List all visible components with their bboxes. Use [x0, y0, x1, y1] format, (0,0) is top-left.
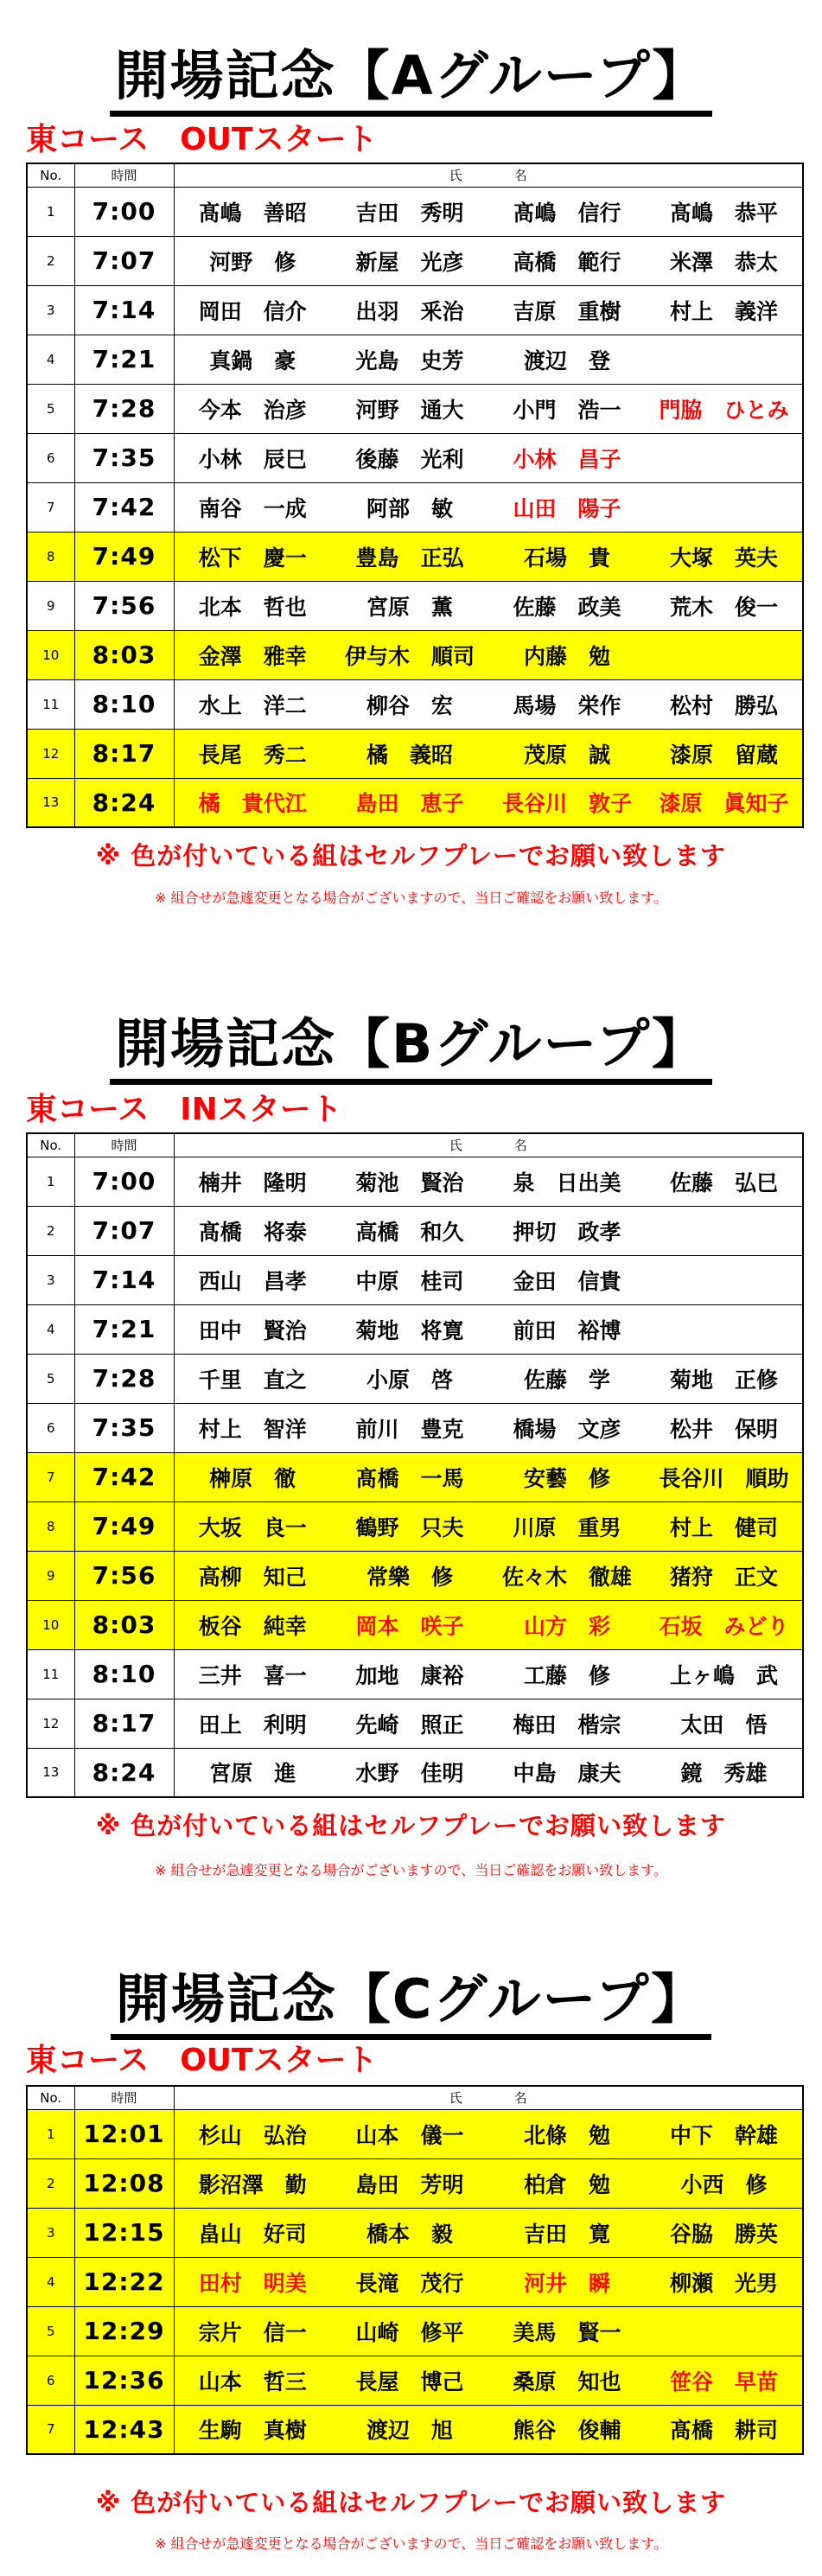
player-name: 前川 豊克: [331, 1403, 488, 1452]
table-row: [27, 581, 803, 630]
table-row: [27, 1354, 803, 1403]
player-name: 山本 儀一: [331, 2109, 488, 2158]
player-name: 島田 恵子: [331, 778, 488, 827]
player-name: 菊地 将寛: [331, 1304, 488, 1354]
table-row: [27, 1304, 803, 1354]
tee-time: 7:07: [74, 1206, 174, 1255]
row-number: 9: [27, 1551, 74, 1600]
table-row: [27, 2306, 803, 2356]
header-time: 時間: [74, 163, 174, 187]
player-name: 山本 哲三: [174, 2356, 331, 2405]
player-name: 田村 明美: [174, 2257, 331, 2306]
player-name: 三井 喜一: [174, 1649, 331, 1699]
player-name: 桑原 知也: [488, 2356, 646, 2405]
player-name: 大塚 英夫: [646, 532, 803, 581]
player-name: 漆原 眞知子: [646, 778, 803, 827]
table-row: [27, 433, 803, 482]
player-name: 村上 義洋: [646, 285, 803, 335]
player-name: 中原 桂司: [331, 1255, 488, 1304]
player-name: 小原 啓: [331, 1354, 488, 1403]
player-name: 茂原 誠: [488, 729, 646, 778]
player-name: 北條 勉: [488, 2109, 646, 2158]
tee-time: 7:00: [74, 187, 174, 236]
table-row: [27, 1551, 803, 1600]
player-name: 長尾 秀二: [174, 729, 331, 778]
group-title: 開場記念【Cグループ】: [0, 1967, 822, 2040]
row-number: 7: [27, 2405, 74, 2454]
player-name: 山崎 修平: [331, 2306, 488, 2356]
player-name: 板谷 純幸: [174, 1600, 331, 1649]
header-time: 時間: [74, 1133, 174, 1157]
row-number: 8: [27, 532, 74, 581]
player-name: [646, 1304, 803, 1354]
player-name: 新屋 光彦: [331, 236, 488, 285]
player-name: 山方 彩: [488, 1600, 646, 1649]
table-row: [27, 2356, 803, 2405]
tee-time: 7:07: [74, 236, 174, 285]
player-name: 松下 慶一: [174, 532, 331, 581]
row-number: 3: [27, 2208, 74, 2257]
player-name: 美馬 賢一: [488, 2306, 646, 2356]
player-name: 村上 智洋: [174, 1403, 331, 1452]
row-number: 6: [27, 433, 74, 482]
schedule-table: [26, 163, 804, 828]
table-row: [27, 1206, 803, 1255]
player-name: 榊原 徹: [174, 1452, 331, 1502]
player-name: [646, 335, 803, 384]
player-name: 宮原 進: [174, 1748, 331, 1797]
change-note: ※ 組合せが急遽変更となる場合がございますので、当日ご確認をお願い致します。: [155, 1862, 667, 1878]
table-row: [27, 630, 803, 679]
player-name: 松井 保明: [646, 1403, 803, 1452]
player-name: 前田 裕博: [488, 1304, 646, 1354]
tee-time: 8:24: [74, 778, 174, 827]
player-name: 宮原 薫: [331, 581, 488, 630]
player-name: 熊谷 俊輔: [488, 2405, 646, 2454]
tee-time: 12:08: [74, 2158, 174, 2208]
player-name: 伊与木 順司: [331, 630, 488, 679]
player-name: 高橋 範行: [488, 236, 646, 285]
player-name: 米澤 恭太: [646, 236, 803, 285]
player-name: 大坂 良一: [174, 1502, 331, 1551]
table-row: [27, 335, 803, 384]
player-name: 吉田 寛: [488, 2208, 646, 2257]
row-number: 1: [27, 187, 74, 236]
player-name: 長滝 茂行: [331, 2257, 488, 2306]
table-row: [27, 2158, 803, 2208]
player-name: 髙橋 一馬: [331, 1452, 488, 1502]
table-row: [27, 285, 803, 335]
header-time: 時間: [74, 2086, 174, 2109]
table-row: [27, 482, 803, 532]
player-name: 泉 日出美: [488, 1157, 646, 1206]
player-name: 影沼澤 勤: [174, 2158, 331, 2208]
table-row: [27, 2109, 803, 2158]
table-row: [27, 1157, 803, 1206]
course-label: 東コース INスタート: [26, 1092, 342, 1127]
player-name: 岡本 咲子: [331, 1600, 488, 1649]
row-number: 1: [27, 1157, 74, 1206]
player-name: 出羽 釆治: [331, 285, 488, 335]
row-number: 7: [27, 482, 74, 532]
tee-time: 8:03: [74, 630, 174, 679]
player-name: 楠井 隆明: [174, 1157, 331, 1206]
player-name: 佐々木 徹雄: [488, 1551, 646, 1600]
player-name: 河井 瞬: [488, 2257, 646, 2306]
row-number: 13: [27, 778, 74, 827]
player-name: 島田 芳明: [331, 2158, 488, 2208]
table-header: [27, 2086, 803, 2109]
tee-time: 12:22: [74, 2257, 174, 2306]
table-row: [27, 1502, 803, 1551]
tee-time: 7:21: [74, 1304, 174, 1354]
player-name: 阿部 敏: [331, 482, 488, 532]
player-name: 田中 賢治: [174, 1304, 331, 1354]
player-name: 小西 修: [646, 2158, 803, 2208]
schedule-table: [26, 1132, 804, 1798]
row-number: 5: [27, 384, 74, 433]
player-name: 内藤 勉: [488, 630, 646, 679]
player-name: 北本 哲也: [174, 581, 331, 630]
player-name: 河野 修: [174, 236, 331, 285]
self-play-notice: ※ 色が付いている組はセルフプレーでお願い致します: [95, 2488, 727, 2517]
table-row: [27, 187, 803, 236]
table-row: [27, 778, 803, 827]
tee-time: 7:35: [74, 433, 174, 482]
player-name: 石坂 みどり: [646, 1600, 803, 1649]
row-number: 2: [27, 1206, 74, 1255]
header-no: No.: [27, 2086, 74, 2109]
row-number: 7: [27, 1452, 74, 1502]
player-name: 橘 義昭: [331, 729, 488, 778]
player-name: 吉原 重樹: [488, 285, 646, 335]
row-number: 8: [27, 1502, 74, 1551]
player-name: 小林 昌子: [488, 433, 646, 482]
player-name: 長谷川 敦子: [488, 778, 646, 827]
player-name: 鏡 秀雄: [646, 1748, 803, 1797]
player-name: 小林 辰巳: [174, 433, 331, 482]
player-name: 岡田 信介: [174, 285, 331, 335]
group-title: 開場記念【Aグループ】: [0, 43, 822, 117]
table-row: [27, 1748, 803, 1797]
tee-time: 12:36: [74, 2356, 174, 2405]
tee-time: 7:56: [74, 581, 174, 630]
table-row: [27, 532, 803, 581]
row-number: 5: [27, 2306, 74, 2356]
tee-time: 7:42: [74, 1452, 174, 1502]
player-name: 常樂 修: [331, 1551, 488, 1600]
player-name: 畠山 好司: [174, 2208, 331, 2257]
self-play-notice: ※ 色が付いている組はセルフプレーでお願い致します: [95, 841, 727, 870]
player-name: 田上 利明: [174, 1699, 331, 1748]
player-name: [646, 1255, 803, 1304]
player-name: 押切 政孝: [488, 1206, 646, 1255]
tee-time: 7:14: [74, 1255, 174, 1304]
tee-time: 7:49: [74, 532, 174, 581]
table-row: [27, 1255, 803, 1304]
player-name: 髙橋 将泰: [174, 1206, 331, 1255]
table-header: [27, 163, 803, 187]
row-number: 2: [27, 236, 74, 285]
table-row: [27, 384, 803, 433]
player-name: 水野 佳明: [331, 1748, 488, 1797]
table-row: [27, 1600, 803, 1649]
course-label: 東コース OUTスタート: [26, 2043, 378, 2078]
tee-time: 7:49: [74, 1502, 174, 1551]
table-row: [27, 729, 803, 778]
table-header: [27, 1133, 803, 1157]
tee-time: 7:35: [74, 1403, 174, 1452]
player-name: 中下 幹雄: [646, 2109, 803, 2158]
header-name: 氏名: [174, 1133, 803, 1157]
row-number: 5: [27, 1354, 74, 1403]
tee-time: 7:28: [74, 1354, 174, 1403]
player-name: 高橋 和久: [331, 1206, 488, 1255]
player-name: 南谷 一成: [174, 482, 331, 532]
tee-time: 12:01: [74, 2109, 174, 2158]
tee-time: 12:29: [74, 2306, 174, 2356]
player-name: 真鍋 豪: [174, 335, 331, 384]
table-row: [27, 2257, 803, 2306]
row-number: 6: [27, 1403, 74, 1452]
player-name: 渡辺 旭: [331, 2405, 488, 2454]
course-label: 東コース OUTスタート: [26, 122, 378, 157]
player-name: 高柳 知己: [174, 1551, 331, 1600]
change-note: ※ 組合せが急遽変更となる場合がございますので、当日ご確認をお願い致します。: [155, 889, 667, 906]
row-number: 13: [27, 1748, 74, 1797]
player-name: 柏倉 勉: [488, 2158, 646, 2208]
row-number: 12: [27, 1699, 74, 1748]
row-number: 10: [27, 1600, 74, 1649]
header-no: No.: [27, 163, 74, 187]
table-row: [27, 2208, 803, 2257]
player-name: 杉山 弘治: [174, 2109, 331, 2158]
player-name: 髙嶋 恭平: [646, 187, 803, 236]
player-name: 松村 勝弘: [646, 679, 803, 729]
row-number: 4: [27, 2257, 74, 2306]
player-name: 荒木 俊一: [646, 581, 803, 630]
player-name: 生駒 真樹: [174, 2405, 331, 2454]
player-name: [646, 2306, 803, 2356]
player-name: 宗片 信一: [174, 2306, 331, 2356]
header-no: No.: [27, 1133, 74, 1157]
player-name: [646, 482, 803, 532]
self-play-notice: ※ 色が付いている組はセルフプレーでお願い致します: [95, 1811, 727, 1840]
row-number: 10: [27, 630, 74, 679]
tee-time: 7:14: [74, 285, 174, 335]
table-row: [27, 2405, 803, 2454]
row-number: 11: [27, 679, 74, 729]
player-name: 漆原 留蔵: [646, 729, 803, 778]
player-name: 川原 重男: [488, 1502, 646, 1551]
row-number: 6: [27, 2356, 74, 2405]
player-name: 渡辺 登: [488, 335, 646, 384]
player-name: 梅田 楷宗: [488, 1699, 646, 1748]
player-name: 馬場 栄作: [488, 679, 646, 729]
player-name: 長谷川 順助: [646, 1452, 803, 1502]
row-number: 4: [27, 335, 74, 384]
tee-time: 8:17: [74, 729, 174, 778]
player-name: 光島 史芳: [331, 335, 488, 384]
player-name: 中島 康夫: [488, 1748, 646, 1797]
player-name: [646, 630, 803, 679]
row-number: 3: [27, 1255, 74, 1304]
player-name: [646, 1206, 803, 1255]
player-name: 加地 康裕: [331, 1649, 488, 1699]
tee-time: 8:24: [74, 1748, 174, 1797]
player-name: 橋本 毅: [331, 2208, 488, 2257]
group-title: 開場記念【Bグループ】: [0, 1011, 822, 1085]
player-name: 髙嶋 善昭: [174, 187, 331, 236]
player-name: 豊島 正弘: [331, 532, 488, 581]
player-name: 髙嶋 信行: [488, 187, 646, 236]
player-name: 鶴野 只夫: [331, 1502, 488, 1551]
player-name: 太田 悟: [646, 1699, 803, 1748]
player-name: 柳瀬 光男: [646, 2257, 803, 2306]
tee-time: 8:10: [74, 1649, 174, 1699]
player-name: [646, 433, 803, 482]
header-name: 氏名: [174, 2086, 803, 2109]
player-name: 橘 貴代江: [174, 778, 331, 827]
player-name: 西山 昌孝: [174, 1255, 331, 1304]
schedule-table: [26, 2085, 804, 2455]
player-name: 柳谷 宏: [331, 679, 488, 729]
table-row: [27, 236, 803, 285]
player-name: 安藝 修: [488, 1452, 646, 1502]
player-name: 千里 直之: [174, 1354, 331, 1403]
player-name: 工藤 修: [488, 1649, 646, 1699]
row-number: 3: [27, 285, 74, 335]
table-row: [27, 679, 803, 729]
player-name: 吉田 秀明: [331, 187, 488, 236]
tee-time: 8:17: [74, 1699, 174, 1748]
change-note: ※ 組合せが急遽変更となる場合がございますので、当日ご確認をお願い致します。: [155, 2535, 667, 2552]
player-name: 菊地 正修: [646, 1354, 803, 1403]
player-name: 金田 信貴: [488, 1255, 646, 1304]
tee-time: 7:56: [74, 1551, 174, 1600]
row-number: 2: [27, 2158, 74, 2208]
player-name: 金澤 雅幸: [174, 630, 331, 679]
player-name: 菊池 賢治: [331, 1157, 488, 1206]
player-name: 笹谷 早苗: [646, 2356, 803, 2405]
tee-time: 7:28: [74, 384, 174, 433]
table-row: [27, 1452, 803, 1502]
player-name: 山田 陽子: [488, 482, 646, 532]
player-name: 佐藤 弘巳: [646, 1157, 803, 1206]
player-name: 猪狩 正文: [646, 1551, 803, 1600]
row-number: 11: [27, 1649, 74, 1699]
player-name: 長屋 博己: [331, 2356, 488, 2405]
player-name: 髙橋 耕司: [646, 2405, 803, 2454]
row-number: 1: [27, 2109, 74, 2158]
tee-time: 8:10: [74, 679, 174, 729]
table-row: [27, 1403, 803, 1452]
tee-time: 7:21: [74, 335, 174, 384]
header-name: 氏名: [174, 163, 803, 187]
player-name: 後藤 光利: [331, 433, 488, 482]
player-name: 河野 通大: [331, 384, 488, 433]
player-name: 上ヶ嶋 武: [646, 1649, 803, 1699]
player-name: 門脇 ひとみ: [646, 384, 803, 433]
tee-time: 7:00: [74, 1157, 174, 1206]
tee-time: 12:43: [74, 2405, 174, 2454]
player-name: 谷脇 勝英: [646, 2208, 803, 2257]
player-name: 橋場 文彦: [488, 1403, 646, 1452]
table-row: [27, 1699, 803, 1748]
tee-time: 7:42: [74, 482, 174, 532]
player-name: 水上 洋二: [174, 679, 331, 729]
player-name: 佐藤 学: [488, 1354, 646, 1403]
player-name: 村上 健司: [646, 1502, 803, 1551]
row-number: 4: [27, 1304, 74, 1354]
tee-time: 8:03: [74, 1600, 174, 1649]
table-row: [27, 1649, 803, 1699]
player-name: 先崎 照正: [331, 1699, 488, 1748]
player-name: 今本 治彦: [174, 384, 331, 433]
player-name: 石場 貴: [488, 532, 646, 581]
row-number: 9: [27, 581, 74, 630]
tee-time: 12:15: [74, 2208, 174, 2257]
player-name: 佐藤 政美: [488, 581, 646, 630]
player-name: 小門 浩一: [488, 384, 646, 433]
row-number: 12: [27, 729, 74, 778]
